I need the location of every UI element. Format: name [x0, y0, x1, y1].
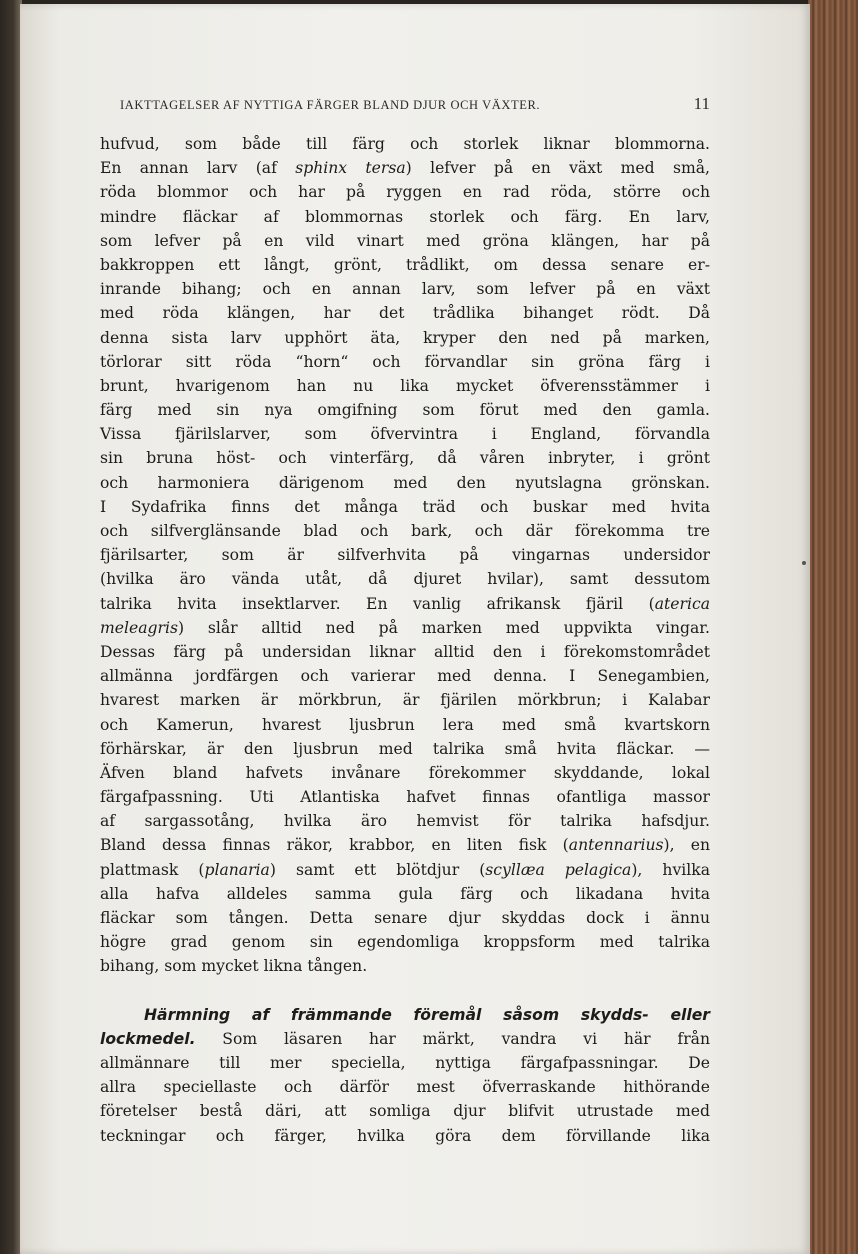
text-line: [100, 954, 710, 978]
text-line: [100, 277, 710, 301]
text-line: [100, 374, 710, 398]
text-run: och silfverglänsande blad och bark, och där förekomma tre: [100, 522, 710, 540]
text-line: [100, 592, 710, 616]
text-line: [100, 1051, 710, 1075]
paragraph-gap: [100, 979, 710, 1003]
italic-term: meleagris: [100, 618, 178, 637]
text-run: bakkroppen ett långt, grönt, trådlikt, om dessa senare er-: [100, 255, 710, 274]
text-run: företelser bestå däri, att somliga djur blifvit utrustade med: [100, 1102, 710, 1121]
text-line: [100, 1075, 710, 1099]
text-line: [100, 471, 710, 495]
text-line: [100, 930, 710, 954]
text-line: [100, 132, 710, 156]
text-run: Dessas färg på undersidan liknar alltid den i förekomstområdet: [100, 642, 710, 661]
text-run: brunt, hvarigenom han nu lika mycket öfverensstämmer i: [100, 376, 710, 395]
italic-term: scyllæa pelagica: [485, 860, 632, 879]
text-run: törlorar sitt röda “horn“ och förvandlar sin gröna färg i: [100, 352, 710, 371]
section-heading-run: Härmning af främmande föremål såsom skydds- eller: [144, 1005, 710, 1024]
italic-term: planaria: [204, 860, 270, 879]
section-heading-run: lockmedel.: [100, 1029, 196, 1048]
text-run: fjärilsarter, som är silfverhvita på vingarnas undersidor: [100, 546, 710, 565]
text-run: och Kamerun, hvarest ljusbrun lera med små kvartskorn: [100, 715, 710, 734]
ink-speck: [802, 561, 806, 565]
text-run: allmänna jordfärgen och varierar med denna. I Senegambien,: [100, 667, 710, 686]
text-run: och harmoniera därigenom med den nyutslagna grönskan.: [100, 473, 710, 492]
text-run: denna sista larv upphört äta, kryper den ned på marken,: [100, 328, 710, 347]
text-line: [100, 1124, 710, 1148]
text-line: [100, 713, 710, 737]
text-line: [100, 156, 710, 180]
text-line: [100, 350, 710, 374]
text-run: I Sydafrika finns det många träd och buskar med hvita: [100, 497, 710, 516]
text-line: [100, 858, 710, 882]
text-run: mindre fläckar af blommornas storlek och färg. En larv,: [100, 207, 710, 226]
text-line: [100, 567, 710, 591]
text-run: plattmask (: [100, 860, 205, 879]
text-line: [100, 785, 710, 809]
text-run: färg med sin nya omgifning som förut med den gamla.: [100, 401, 710, 420]
italic-term: antennarius: [568, 836, 664, 855]
page-header: [120, 94, 710, 118]
text-line: [100, 446, 710, 470]
text-line: [100, 229, 710, 253]
text-line: [100, 664, 710, 688]
text-line: [100, 1027, 710, 1051]
text-line: [100, 398, 710, 422]
text-line: [100, 519, 710, 543]
italic-term: sphinx tersa: [295, 159, 406, 178]
text-line: [100, 180, 710, 204]
text-line: [100, 737, 710, 761]
book-page-edge: [808, 0, 858, 1254]
text-run: med röda klängen, har det trådlika bihanget rödt. Då: [100, 304, 710, 323]
text-run: teckningar och färger, hvilka göra dem förvillande lika: [100, 1126, 710, 1145]
text-line: [100, 809, 710, 833]
text-run: Vissa fjärilslarver, som öfvervintra i England, förvandla: [100, 425, 710, 444]
text-run: ) samt ett blötdjur (: [269, 860, 486, 879]
running-title: IAKTTAGELSER AF NYTTIGA FÄRGER BLAND DJUR OCH VÄXTER.: [120, 98, 541, 112]
text-run: röda blommor och har på ryggen en rad röda, större och: [100, 183, 710, 202]
text-run: af sargassotång, hvilka äro hemvist för talrika hafsdjur.: [100, 812, 710, 831]
text-run: talrika hvita insektlarver. En vanlig afrikansk fjäril (: [100, 594, 655, 613]
text-line: [100, 253, 710, 277]
text-run: (hvilka äro vända utåt, då djuret hvilar), samt dessutom: [100, 570, 710, 589]
text-line: [100, 640, 710, 664]
text-run: ), hvilka: [631, 860, 710, 879]
text-line: [100, 495, 710, 519]
text-run: Bland dessa finnas räkor, krabbor, en liten fisk (: [100, 836, 569, 855]
text-run: ) lefver på en växt med små,: [405, 159, 711, 178]
text-run: alla hafva alldeles samma gula färg och likadana hvita: [100, 884, 710, 903]
text-line: [100, 326, 710, 350]
text-run: förhärskar, är den ljusbrun med talrika små hvita fläckar. —: [100, 739, 710, 758]
text-run: som lefver på en vild vinart med gröna klängen, har på: [100, 231, 710, 250]
text-line: [100, 301, 710, 325]
text-line: [100, 906, 710, 930]
text-run: Som läsaren har märkt, vandra vi här från: [195, 1029, 710, 1048]
text-run: ) slår alltid ned på marken med uppvikta vingar.: [177, 618, 710, 637]
text-run: högre grad genom sin egendomliga kroppsform med talrika: [100, 933, 710, 952]
text-line: [100, 882, 710, 906]
text-run: bihang, som mycket likna tången.: [100, 957, 368, 976]
text-run: Äfven bland hafvets invånare förekommer skyddande, lokal: [100, 763, 710, 782]
text-line: [100, 761, 710, 785]
text-line: [100, 422, 710, 446]
text-line: [100, 1003, 710, 1027]
page-number: 11: [693, 94, 710, 113]
body-text: [100, 132, 710, 1148]
text-line: [100, 205, 710, 229]
text-run: sin bruna höst- och vinterfärg, då våren inbryter, i grönt: [100, 449, 710, 468]
text-run: inrande bihang; och en annan larv, som lefver på en växt: [100, 280, 710, 299]
italic-term: aterica: [654, 594, 710, 613]
text-run: ), en: [663, 836, 710, 855]
text-run: En annan larv (af: [100, 159, 296, 178]
text-run: färgafpassning. Uti Atlantiska hafvet finnas ofantliga massor: [100, 788, 710, 807]
text-line: [100, 543, 710, 567]
text-run: fläckar som tången. Detta senare djur skyddas dock i ännu: [100, 909, 710, 927]
text-line: [100, 616, 710, 640]
book-page: [20, 4, 810, 1254]
text-line: [100, 833, 710, 857]
text-run: hvarest marken är mörkbrun, är fjärilen mörkbrun; i Kalabar: [100, 691, 710, 710]
text-run: allmännare till mer speciella, nyttiga färgafpassningar. De: [100, 1053, 710, 1072]
text-line: [100, 688, 710, 712]
text-run: allra speciellaste och därför mest öfverraskande hithörande: [100, 1078, 710, 1097]
text-line: [100, 1099, 710, 1123]
text-run: hufvud, som både till färg och storlek liknar blommorna.: [100, 135, 710, 153]
book-binding-left: [0, 0, 22, 1254]
